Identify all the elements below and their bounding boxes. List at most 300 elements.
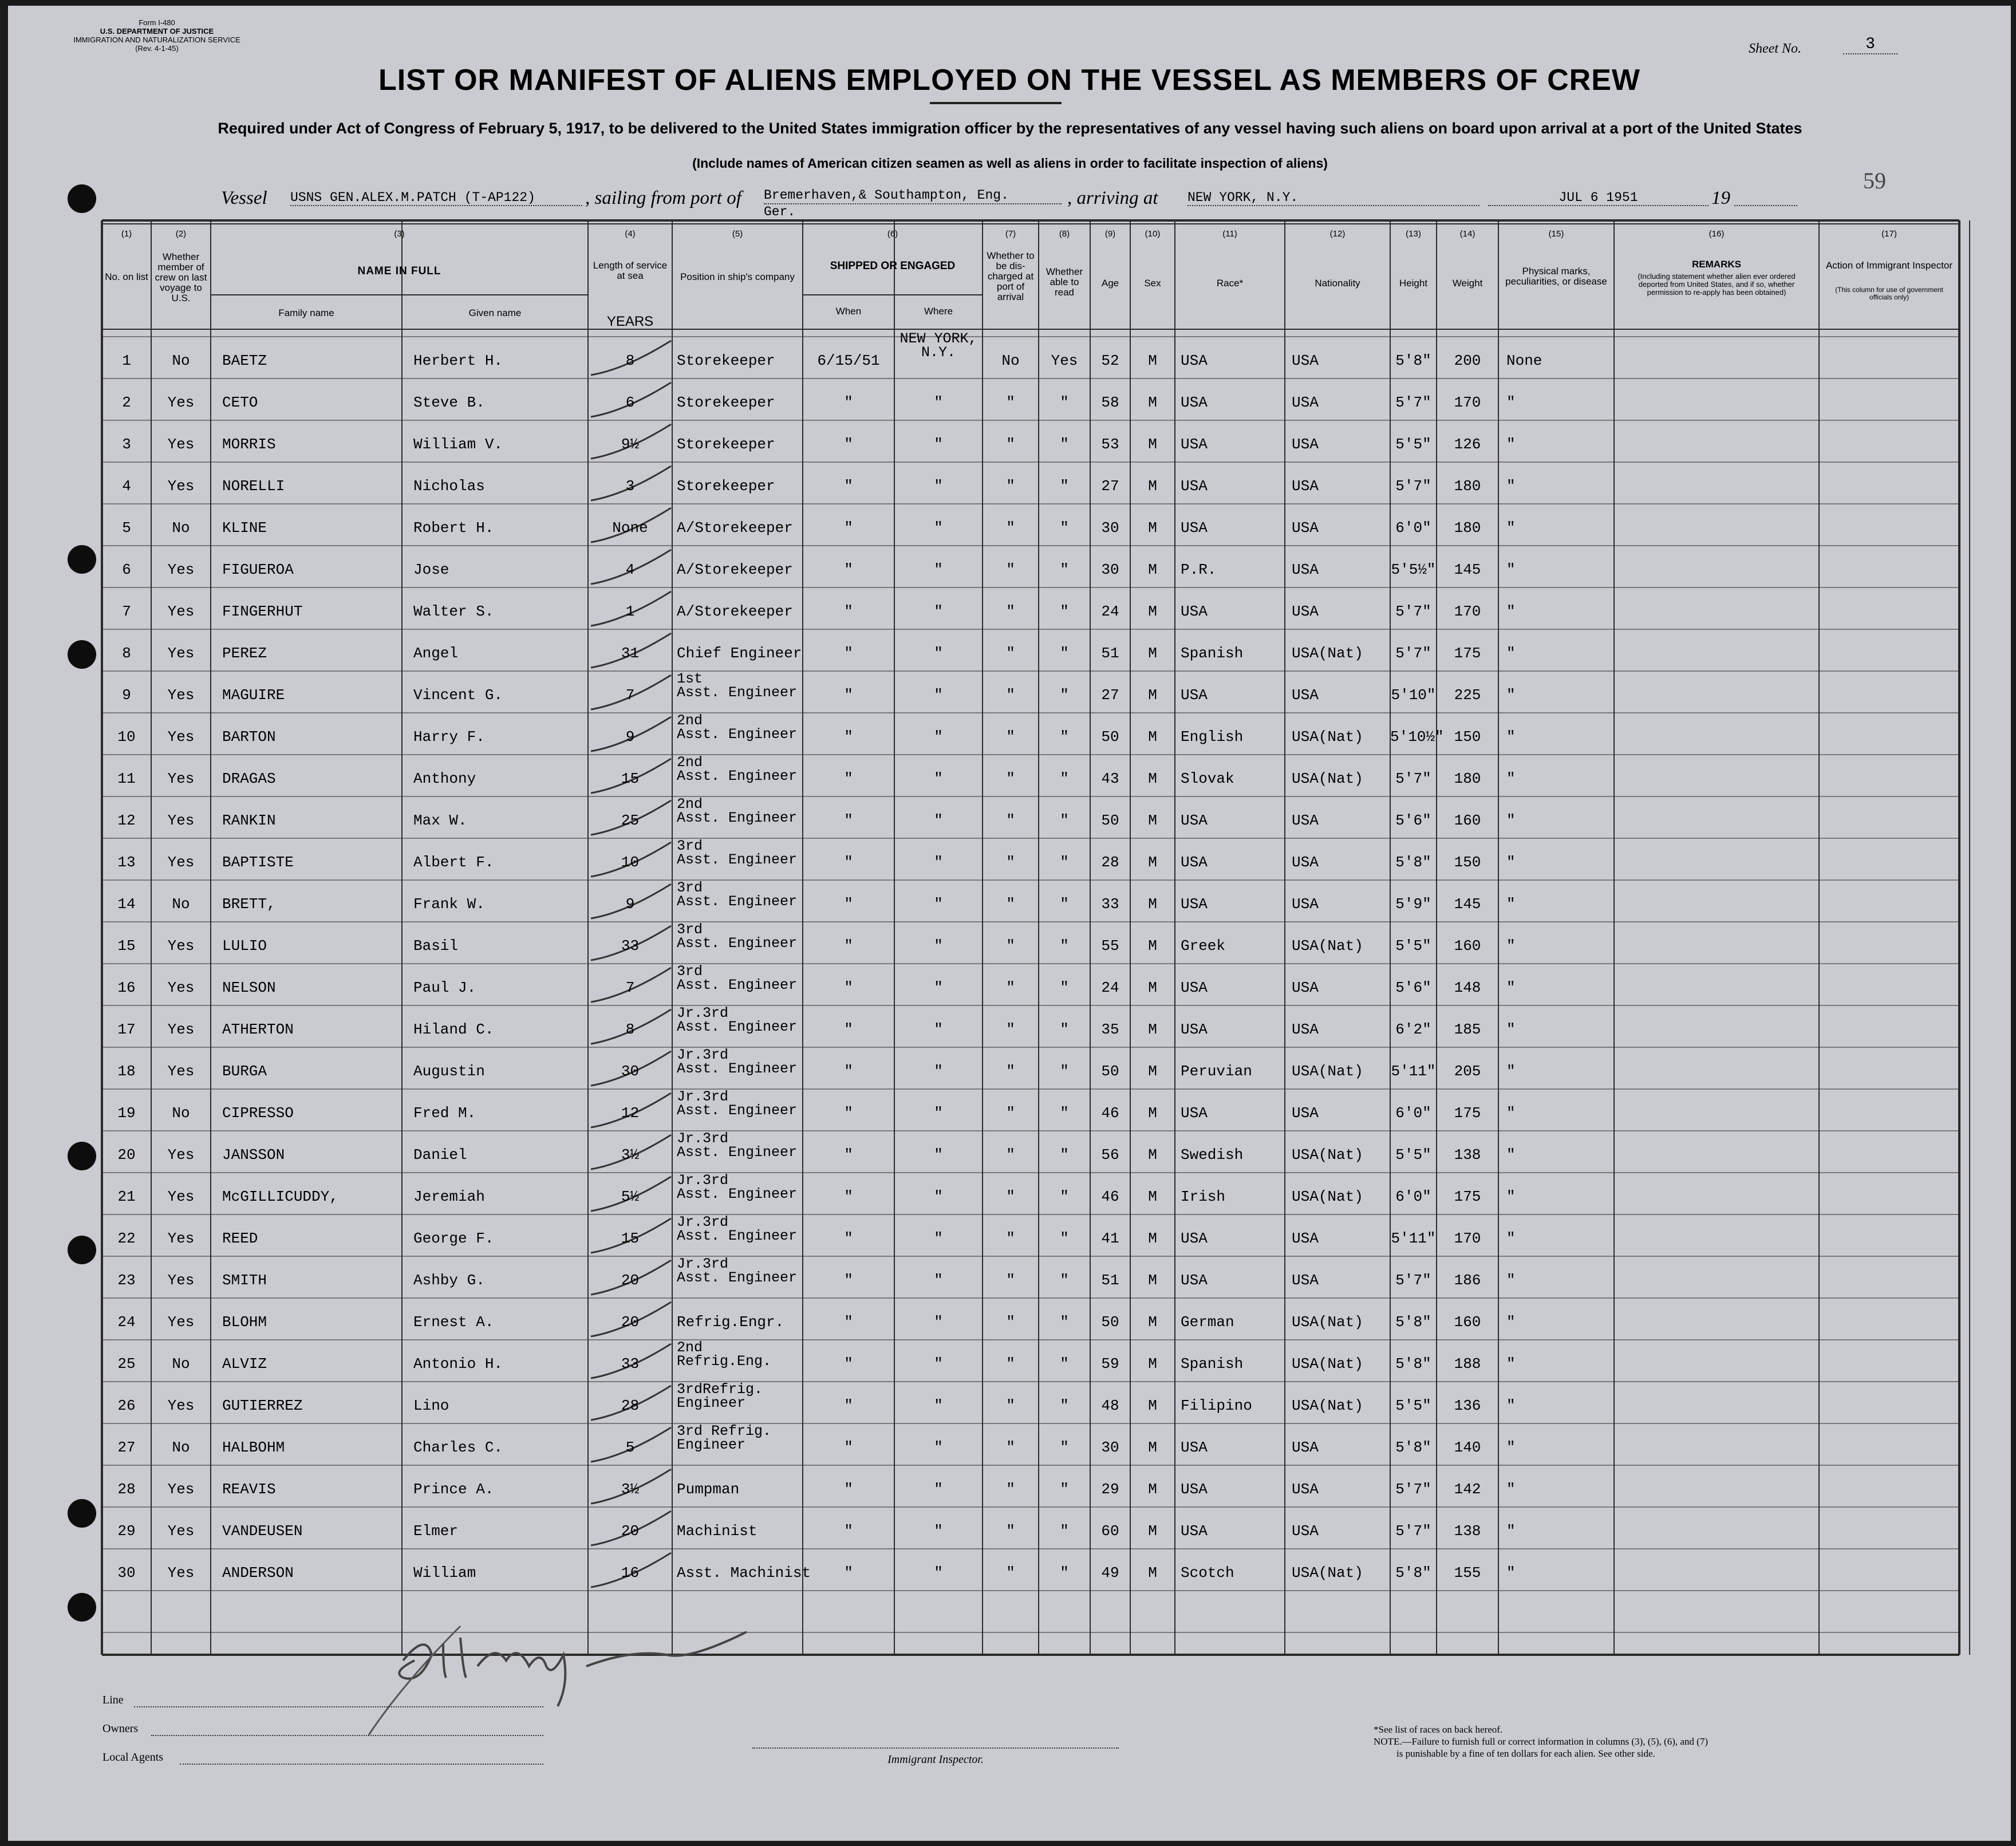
cell-service: 33 <box>621 1355 640 1372</box>
cell-service: 7 <box>625 687 635 704</box>
cell-prev: Yes <box>167 1397 195 1414</box>
cell-sex: M <box>1148 770 1157 787</box>
position-line-2: Asst. Engineer <box>677 977 798 993</box>
cell-weight: 138 <box>1454 1522 1481 1540</box>
cell-weight: 225 <box>1454 687 1481 704</box>
position-line-2: Engineer <box>677 1395 746 1411</box>
cell-sex: M <box>1148 812 1157 829</box>
sheet-label: Sheet No. <box>1749 41 1801 56</box>
cell-family: REAVIS <box>222 1481 276 1498</box>
cell-read: " <box>1060 854 1069 871</box>
cell-race: USA <box>1181 1272 1208 1289</box>
cell-weight: 136 <box>1454 1397 1481 1414</box>
cell-when: " <box>844 854 853 871</box>
cell-race: USA <box>1181 436 1208 453</box>
header-inspector-note: (This column for use of government officials only) <box>1835 286 1943 301</box>
cell-given: George F. <box>413 1230 494 1247</box>
cell-height: 5'5" <box>1395 937 1431 954</box>
cell-sex: M <box>1148 1439 1157 1456</box>
cell-disch: " <box>1006 854 1015 871</box>
header-physical-marks: Physical marks, peculiarities, or disease <box>1505 266 1607 287</box>
cell-service: 3½ <box>621 1146 640 1163</box>
cell-sex: M <box>1148 436 1157 453</box>
cell-age: 30 <box>1101 519 1119 537</box>
cell-nat: USA <box>1292 1021 1319 1038</box>
cell-age: 50 <box>1101 1063 1119 1080</box>
column-number: (16) <box>1709 229 1725 239</box>
cell-given: Jose <box>413 561 449 578</box>
cell-marks: " <box>1506 394 1516 411</box>
column-number: (4) <box>625 229 636 239</box>
cell-given: Ashby G. <box>413 1272 485 1289</box>
cell-nat: USA(Nat) <box>1292 1314 1363 1331</box>
page-number: 59 <box>1863 168 1886 194</box>
cell-no: 27 <box>117 1439 136 1456</box>
cell-race: USA <box>1181 1230 1208 1247</box>
cell-read: " <box>1060 896 1069 913</box>
cell-disch: " <box>1006 1481 1015 1498</box>
cell-position <box>677 1007 803 1041</box>
position-line-2: Asst. Engineer <box>677 684 798 701</box>
cell-when: " <box>844 519 853 537</box>
cell-when: " <box>844 603 853 620</box>
cell-service: 20 <box>621 1314 640 1331</box>
cell-position <box>677 1048 803 1083</box>
cell-given: William <box>413 1564 476 1581</box>
cell-weight: 185 <box>1454 1021 1481 1038</box>
cell-where: " <box>934 478 943 495</box>
cell-marks: " <box>1506 1439 1516 1456</box>
cell-service: 6 <box>625 394 635 411</box>
column-number: (1) <box>121 229 132 239</box>
cell-where: " <box>934 937 943 954</box>
cell-marks: " <box>1506 561 1516 578</box>
column-number: (9) <box>1104 229 1116 239</box>
cell-marks: " <box>1506 1564 1516 1581</box>
cell-nat: USA(Nat) <box>1292 1564 1363 1581</box>
position-line-2: Asst. Engineer <box>677 1228 798 1244</box>
cell-no: 11 <box>117 770 136 787</box>
cell-service: 10 <box>621 854 640 871</box>
cell-sex: M <box>1148 478 1157 495</box>
cell-nat: USA <box>1292 394 1319 411</box>
cell-read: " <box>1060 728 1069 746</box>
cell-family: BRETT, <box>222 896 276 913</box>
cell-height: 5'7" <box>1395 394 1431 411</box>
position-line-1: 2nd <box>677 796 703 812</box>
cell-given: Hiland C. <box>413 1021 494 1038</box>
header-position: Position in ship's company <box>680 271 795 282</box>
cell-read: " <box>1060 1564 1069 1581</box>
cell-position <box>677 1216 803 1250</box>
cell-weight: 145 <box>1454 561 1481 578</box>
cell-when: " <box>844 896 853 913</box>
position-line-2: Asst. Engineer <box>677 1060 798 1077</box>
cell-sex: M <box>1148 1021 1157 1038</box>
cell-disch: " <box>1006 1230 1015 1247</box>
cell-weight: 175 <box>1454 1105 1481 1122</box>
departure-port-line2: Ger. <box>764 203 1062 219</box>
cell-race: Scotch <box>1181 1564 1234 1581</box>
header-family-name: Family name <box>278 307 334 318</box>
cell-age: 60 <box>1101 1522 1119 1540</box>
cell-weight: 180 <box>1454 770 1481 787</box>
cell-race: German <box>1181 1314 1234 1331</box>
cell-height: 5'8" <box>1395 854 1431 871</box>
cell-nat: USA <box>1292 1272 1319 1289</box>
cell-marks: " <box>1506 1063 1516 1080</box>
cell-when: " <box>844 561 853 578</box>
cell-given: Herbert H. <box>413 352 503 369</box>
cell-no: 9 <box>122 687 131 704</box>
cell-where: " <box>934 1481 943 1498</box>
cell-marks: " <box>1506 1272 1516 1289</box>
cell-when: " <box>844 1564 853 1581</box>
cell-when: " <box>844 1188 853 1205</box>
cell-no: 23 <box>117 1272 136 1289</box>
cell-no: 30 <box>117 1564 136 1581</box>
cell-prev: Yes <box>167 1314 195 1331</box>
cell-sex: M <box>1148 1272 1157 1289</box>
cell-family: VANDEUSEN <box>222 1522 303 1540</box>
cell-nat: USA(Nat) <box>1292 1063 1363 1080</box>
cell-height: 5'6" <box>1395 812 1431 829</box>
cell-marks: " <box>1506 1146 1516 1163</box>
cell-where: " <box>934 1439 943 1456</box>
cell-read: " <box>1060 561 1069 578</box>
cell-service: 20 <box>621 1522 640 1540</box>
cell-prev: No <box>172 352 190 369</box>
cell-where: " <box>934 436 943 453</box>
position-line-2: Engineer <box>677 1437 746 1453</box>
cell-age: 46 <box>1101 1105 1119 1122</box>
position-line-1: 2nd <box>677 1339 703 1356</box>
cell-age: 50 <box>1101 728 1119 746</box>
cell-marks: " <box>1506 728 1516 746</box>
cell-disch: " <box>1006 1272 1015 1289</box>
cell-weight: 175 <box>1454 1188 1481 1205</box>
cell-no: 10 <box>117 728 136 746</box>
column-number: (7) <box>1005 229 1016 239</box>
cell-prev: Yes <box>167 478 195 495</box>
cell-given: Robert H. <box>413 519 494 537</box>
cell-no: 18 <box>117 1063 136 1080</box>
cell-height: 5'8" <box>1395 1564 1431 1581</box>
cell-prev: Yes <box>167 1522 195 1540</box>
cell-service: 15 <box>621 770 640 787</box>
cell-family: GUTIERREZ <box>222 1397 303 1414</box>
inspector-label: Immigrant Inspector. <box>887 1753 984 1766</box>
cell-given: Vincent G. <box>413 687 503 704</box>
cell-height: 5'8" <box>1395 1314 1431 1331</box>
cell-service: 9 <box>625 728 635 746</box>
cell-age: 59 <box>1101 1355 1119 1372</box>
cell-sex: M <box>1148 937 1157 954</box>
header-remarks: REMARKS <box>1692 259 1741 270</box>
column-number: (12) <box>1329 229 1346 239</box>
cell-race: USA <box>1181 478 1208 495</box>
cell-given: Nicholas <box>413 478 485 495</box>
arrival-date: JUL 6 1951 <box>1488 190 1709 206</box>
cell-given: Lino <box>413 1397 449 1414</box>
cell-marks: None <box>1506 352 1542 369</box>
cell-height: 5'7" <box>1395 770 1431 787</box>
cell-race: Spanish <box>1181 1355 1244 1372</box>
cell-marks: " <box>1506 519 1516 537</box>
cell-sex: M <box>1148 896 1157 913</box>
cell-disch: " <box>1006 1105 1015 1122</box>
cell-race: USA <box>1181 1105 1208 1122</box>
cell-read: " <box>1060 1481 1069 1498</box>
cell-race: USA <box>1181 519 1208 537</box>
line-label: Line <box>102 1694 124 1706</box>
cell-sex: M <box>1148 519 1157 537</box>
cell-family: JANSSON <box>222 1146 285 1163</box>
position-line-2: Asst. Engineer <box>677 1102 798 1119</box>
cell-service: 31 <box>621 645 640 662</box>
owners-field <box>151 1734 543 1736</box>
cell-where: " <box>934 603 943 620</box>
cell-sex: M <box>1148 1481 1157 1498</box>
cell-family: ANDERSON <box>222 1564 294 1581</box>
cell-position <box>677 756 803 790</box>
cell-disch: " <box>1006 394 1015 411</box>
cell-disch: " <box>1006 1146 1015 1163</box>
cell-no: 19 <box>117 1105 136 1122</box>
cell-read: " <box>1060 1188 1069 1205</box>
cell-marks: " <box>1506 979 1516 996</box>
cell-race: USA <box>1181 687 1208 704</box>
cell-marks: " <box>1506 896 1516 913</box>
cell-where: " <box>934 1105 943 1122</box>
cell-where: " <box>934 1397 943 1414</box>
signature <box>346 1592 747 1741</box>
cell-read: " <box>1060 770 1069 787</box>
cell-weight: 200 <box>1454 352 1481 369</box>
cell-service: 12 <box>621 1105 640 1122</box>
cell-where: " <box>934 1230 943 1247</box>
cell-age: 29 <box>1101 1481 1119 1498</box>
cell-age: 43 <box>1101 770 1119 787</box>
cell-weight: 155 <box>1454 1564 1481 1581</box>
cell-nat: USA <box>1292 1481 1319 1498</box>
cell-given: Anthony <box>413 770 476 787</box>
cell-sex: M <box>1148 1188 1157 1205</box>
cell-height: 5'7" <box>1395 603 1431 620</box>
cell-prev: Yes <box>167 561 195 578</box>
cell-position <box>677 1425 803 1459</box>
cell-when: " <box>844 1272 853 1289</box>
cell-service: 16 <box>621 1564 640 1581</box>
cell-position: Storekeeper <box>677 394 775 411</box>
cell-marks: " <box>1506 854 1516 871</box>
cell-height: 5'11" <box>1391 1230 1436 1247</box>
cell-marks: " <box>1506 1230 1516 1247</box>
cell-sex: M <box>1148 1564 1157 1581</box>
cell-nat: USA <box>1292 478 1319 495</box>
position-line-1: 3rd <box>677 921 703 938</box>
cell-read: " <box>1060 1355 1069 1372</box>
cell-when: " <box>844 979 853 996</box>
cell-no: 2 <box>122 394 131 411</box>
position-line-1: 3rd <box>677 879 703 896</box>
cell-race: USA <box>1181 1522 1208 1540</box>
cell-nat: USA <box>1292 854 1319 871</box>
cell-sex: M <box>1148 1314 1157 1331</box>
cell-disch: " <box>1006 1439 1015 1456</box>
cell-family: BAPTISTE <box>222 854 294 871</box>
cell-read: Yes <box>1051 352 1078 369</box>
cell-disch: " <box>1006 1188 1015 1205</box>
local-agents-label: Local Agents <box>102 1751 164 1764</box>
cell-family: PEREZ <box>222 645 267 662</box>
cell-marks: " <box>1506 1188 1516 1205</box>
cell-marks: " <box>1506 770 1516 787</box>
cell-no: 26 <box>117 1397 136 1414</box>
footer-note <box>1374 1723 1708 1760</box>
cell-sex: M <box>1148 561 1157 578</box>
cell-position <box>677 923 803 957</box>
cell-family: REED <box>222 1230 258 1247</box>
cell-disch: " <box>1006 1397 1015 1414</box>
cell-marks: " <box>1506 1021 1516 1038</box>
cell-age: 24 <box>1101 603 1119 620</box>
cell-where: " <box>934 394 943 411</box>
cell-where: " <box>934 645 943 662</box>
cell-read: " <box>1060 979 1069 996</box>
cell-family: BARTON <box>222 728 276 746</box>
cell-family: MAGUIRE <box>222 687 285 704</box>
cell-family: KLINE <box>222 519 267 537</box>
cell-where: " <box>934 1188 943 1205</box>
cell-family: DRAGAS <box>222 770 276 787</box>
cell-service: 3 <box>625 478 635 495</box>
cell-when: " <box>844 1230 853 1247</box>
cell-prev: Yes <box>167 854 195 871</box>
cell-service: 1 <box>625 603 635 620</box>
cell-position: Chief Engineer <box>677 645 802 662</box>
cell-race: USA <box>1181 979 1208 996</box>
cell-given: William V. <box>413 436 503 453</box>
cell-when: " <box>844 1439 853 1456</box>
cell-family: McGILLICUDDY, <box>222 1188 338 1205</box>
cell-disch: " <box>1006 1355 1015 1372</box>
cell-family: CETO <box>222 394 258 411</box>
cell-service: 9 <box>625 896 635 913</box>
arriving-label: , arriving at <box>1067 188 1158 208</box>
header-weight: Weight <box>1452 278 1483 289</box>
cell-no: 8 <box>122 645 131 662</box>
manifest-sheet <box>8 6 2011 1841</box>
cell-read: " <box>1060 603 1069 620</box>
cell-no: 22 <box>117 1230 136 1247</box>
cell-position: Refrig.Engr. <box>677 1314 784 1331</box>
cell-prev: Yes <box>167 1021 195 1038</box>
cell-age: 27 <box>1101 687 1119 704</box>
cell-when: " <box>844 1522 853 1540</box>
cell-age: 50 <box>1101 1314 1119 1331</box>
cell-where: " <box>934 896 943 913</box>
position-line-1: Jr.3rd <box>677 1088 729 1105</box>
cell-race: Greek <box>1181 937 1226 954</box>
service-name: IMMIGRATION AND NATURALIZATION SERVICE <box>73 36 240 44</box>
owners-label: Owners <box>102 1722 139 1735</box>
cell-disch: " <box>1006 896 1015 913</box>
cell-where: NEW YORK, N.Y. <box>899 330 977 361</box>
position-line-2: Asst. Engineer <box>677 893 798 910</box>
cell-where: " <box>934 1564 943 1581</box>
cell-position: Storekeeper <box>677 352 775 369</box>
header-shipped-or-engaged: SHIPPED OR ENGAGED <box>830 260 956 272</box>
vessel-label: Vessel <box>221 188 267 208</box>
position-line-1: Jr.3rd <box>677 1005 729 1021</box>
department: U.S. DEPARTMENT OF JUSTICE <box>100 27 214 36</box>
cell-height: 5'11" <box>1391 1063 1436 1080</box>
header-where: Where <box>924 306 953 317</box>
cell-marks: " <box>1506 1481 1516 1498</box>
header-nationality: Nationality <box>1315 278 1360 289</box>
header-able-to-read: Whether able to read <box>1046 266 1083 298</box>
cell-disch: " <box>1006 728 1015 746</box>
cell-weight: 180 <box>1454 519 1481 537</box>
cell-disch: " <box>1006 687 1015 704</box>
cell-position <box>677 839 803 874</box>
position-line-1: Jr.3rd <box>677 1172 729 1189</box>
cell-sex: M <box>1148 645 1157 662</box>
cell-disch: " <box>1006 937 1015 954</box>
position-line-1: 3rd Refrig. <box>677 1423 772 1439</box>
cell-read: " <box>1060 1230 1069 1247</box>
cell-age: 48 <box>1101 1397 1119 1414</box>
cell-where: " <box>934 979 943 996</box>
cell-race: USA <box>1181 812 1208 829</box>
cell-race: Slovak <box>1181 770 1234 787</box>
cell-weight: 148 <box>1454 979 1481 996</box>
cell-age: 51 <box>1101 1272 1119 1289</box>
cell-given: Fred M. <box>413 1105 476 1122</box>
cell-age: 58 <box>1101 394 1119 411</box>
cell-read: " <box>1060 1272 1069 1289</box>
cell-no: 21 <box>117 1188 136 1205</box>
cell-prev: Yes <box>167 687 195 704</box>
cell-no: 28 <box>117 1481 136 1498</box>
cell-service: 33 <box>621 937 640 954</box>
cell-nat: USA <box>1292 1439 1319 1456</box>
cell-weight: 150 <box>1454 728 1481 746</box>
cell-no: 6 <box>122 561 131 578</box>
cell-age: 30 <box>1101 1439 1119 1456</box>
cell-nat: USA(Nat) <box>1292 1188 1363 1205</box>
subtitle: Required under Act of Congress of February 5, 1917, to be delivered to the United States immigration officer by the representatives of any vessel having such aliens on board upon arrival at a port of the United States <box>218 120 1802 137</box>
page-title: LIST OR MANIFEST OF ALIENS EMPLOYED ON THE VESSEL AS MEMBERS OF CREW <box>378 64 1640 97</box>
cell-height: 5'8" <box>1395 352 1431 369</box>
cell-sex: M <box>1148 1063 1157 1080</box>
cell-weight: 160 <box>1454 937 1481 954</box>
cell-when: " <box>844 1314 853 1331</box>
cell-race: Swedish <box>1181 1146 1244 1163</box>
cell-height: 5'6" <box>1395 979 1431 996</box>
cell-weight: 180 <box>1454 478 1481 495</box>
cell-height: 6'0" <box>1395 519 1431 537</box>
position-line-2: Asst. Engineer <box>677 851 798 868</box>
position-line-1: Jr.3rd <box>677 1256 729 1272</box>
cell-height: 5'5" <box>1395 1397 1431 1414</box>
cell-family: RANKIN <box>222 812 276 829</box>
cell-family: HALBOHM <box>222 1439 285 1456</box>
cell-given: Steve B. <box>413 394 485 411</box>
cell-when: " <box>844 1481 853 1498</box>
cell-family: SMITH <box>222 1272 267 1289</box>
